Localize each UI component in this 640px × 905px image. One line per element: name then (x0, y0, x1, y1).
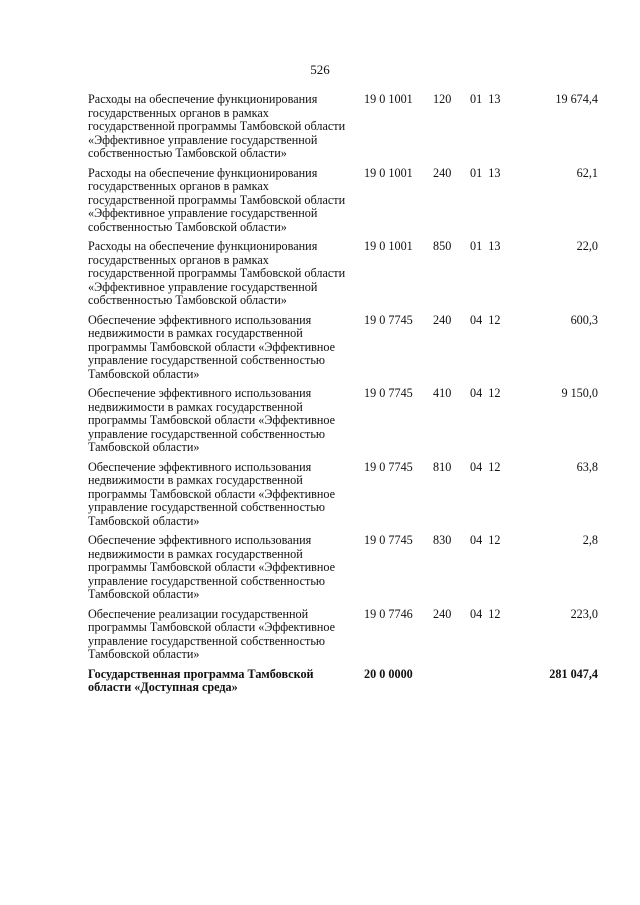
expense-type-code: 810 (433, 459, 452, 474)
table-row (88, 167, 608, 235)
program-name: Государственная программа Тамбовской области «Доступная среда» (88, 666, 314, 694)
table-row-program-total (88, 668, 608, 695)
expense-type-code: 240 (433, 312, 452, 327)
table-row (88, 314, 608, 382)
target-article-code: 19 0 7745 (364, 533, 413, 547)
expense-name: Обеспечение эффективного использования недвижимости в рамках государственной программы Тамбовской области «Эффективное управление государственной собственностью Тамбовской области» (88, 312, 336, 381)
table-row (88, 240, 608, 308)
page-number: 526 (310, 62, 330, 77)
expense-type-code: 240 (433, 165, 452, 180)
amount: 63,8 (576, 459, 598, 474)
target-article-code: 19 0 7745 (364, 312, 413, 327)
target-article-code: 19 0 7745 (364, 386, 413, 400)
expense-name: Обеспечение эффективного использования недвижимости в рамках государственной программы Тамбовской области «Эффективное управление государственной собственностью Тамбовской области» (88, 386, 336, 454)
table-row (88, 461, 608, 529)
target-article-code: 19 0 7746 (364, 606, 413, 621)
section-subsection-code: 04 12 (470, 386, 501, 400)
section-subsection-code: 04 12 (470, 459, 501, 474)
section-subsection-code: 04 12 (470, 312, 501, 327)
expense-name: Обеспечение эффективного использования недвижимости в рамках государственной программы Тамбовской области «Эффективное управление государственной собственностью Тамбовской области» (88, 533, 336, 601)
table-row (88, 608, 608, 662)
expense-type-code: 240 (433, 606, 452, 621)
expense-name: Обеспечение эффективного использования недвижимости в рамках государственной программы Тамбовской области «Эффективное управление государственной собственностью Тамбовской области» (88, 459, 336, 528)
target-article-code: 19 0 1001 (364, 165, 413, 180)
amount: 9 150,0 (561, 386, 598, 400)
program-amount: 281 047,4 (549, 666, 598, 681)
expense-type-code: 120 (433, 92, 452, 106)
amount: 223,0 (570, 606, 598, 621)
target-article-code: 19 0 1001 (364, 239, 413, 253)
amount: 600,3 (570, 312, 598, 327)
budget-table (88, 93, 608, 701)
expense-name: Расходы на обеспечение функционирования государственных органов в рамках государственной программы Тамбовской области «Эффективное управление государственной собственностью Тамбовской области» (88, 92, 346, 160)
amount: 2,8 (582, 533, 598, 547)
amount: 19 674,4 (555, 92, 598, 106)
amount: 22,0 (576, 239, 598, 253)
section-subsection-code: 04 12 (470, 533, 501, 547)
section-subsection-code: 01 13 (470, 92, 501, 106)
expense-name: Расходы на обеспечение функционирования государственных органов в рамках государственной программы Тамбовской области «Эффективное управление государственной собственностью Тамбовской области» (88, 239, 346, 307)
expense-type-code: 410 (433, 386, 452, 400)
target-article-code: 19 0 1001 (364, 92, 413, 106)
section-subsection-code: 01 13 (470, 239, 501, 253)
table-row (88, 387, 608, 455)
target-article-code: 20 0 0000 (364, 666, 413, 681)
expense-name: Обеспечение реализации государственной программы Тамбовской области «Эффективное управление государственной собственностью Тамбовской области» (88, 606, 336, 661)
expense-type-code: 830 (433, 533, 452, 547)
target-article-code: 19 0 7745 (364, 459, 413, 474)
amount: 62,1 (576, 165, 598, 180)
section-subsection-code: 04 12 (470, 606, 501, 621)
expense-type-code: 850 (433, 239, 452, 253)
table-row (88, 93, 608, 161)
table-row (88, 534, 608, 602)
expense-name: Расходы на обеспечение функционирования государственных органов в рамках государственной программы Тамбовской области «Эффективное управление государственной собственностью Тамбовской области» (88, 165, 346, 234)
section-subsection-code: 01 13 (470, 165, 501, 180)
